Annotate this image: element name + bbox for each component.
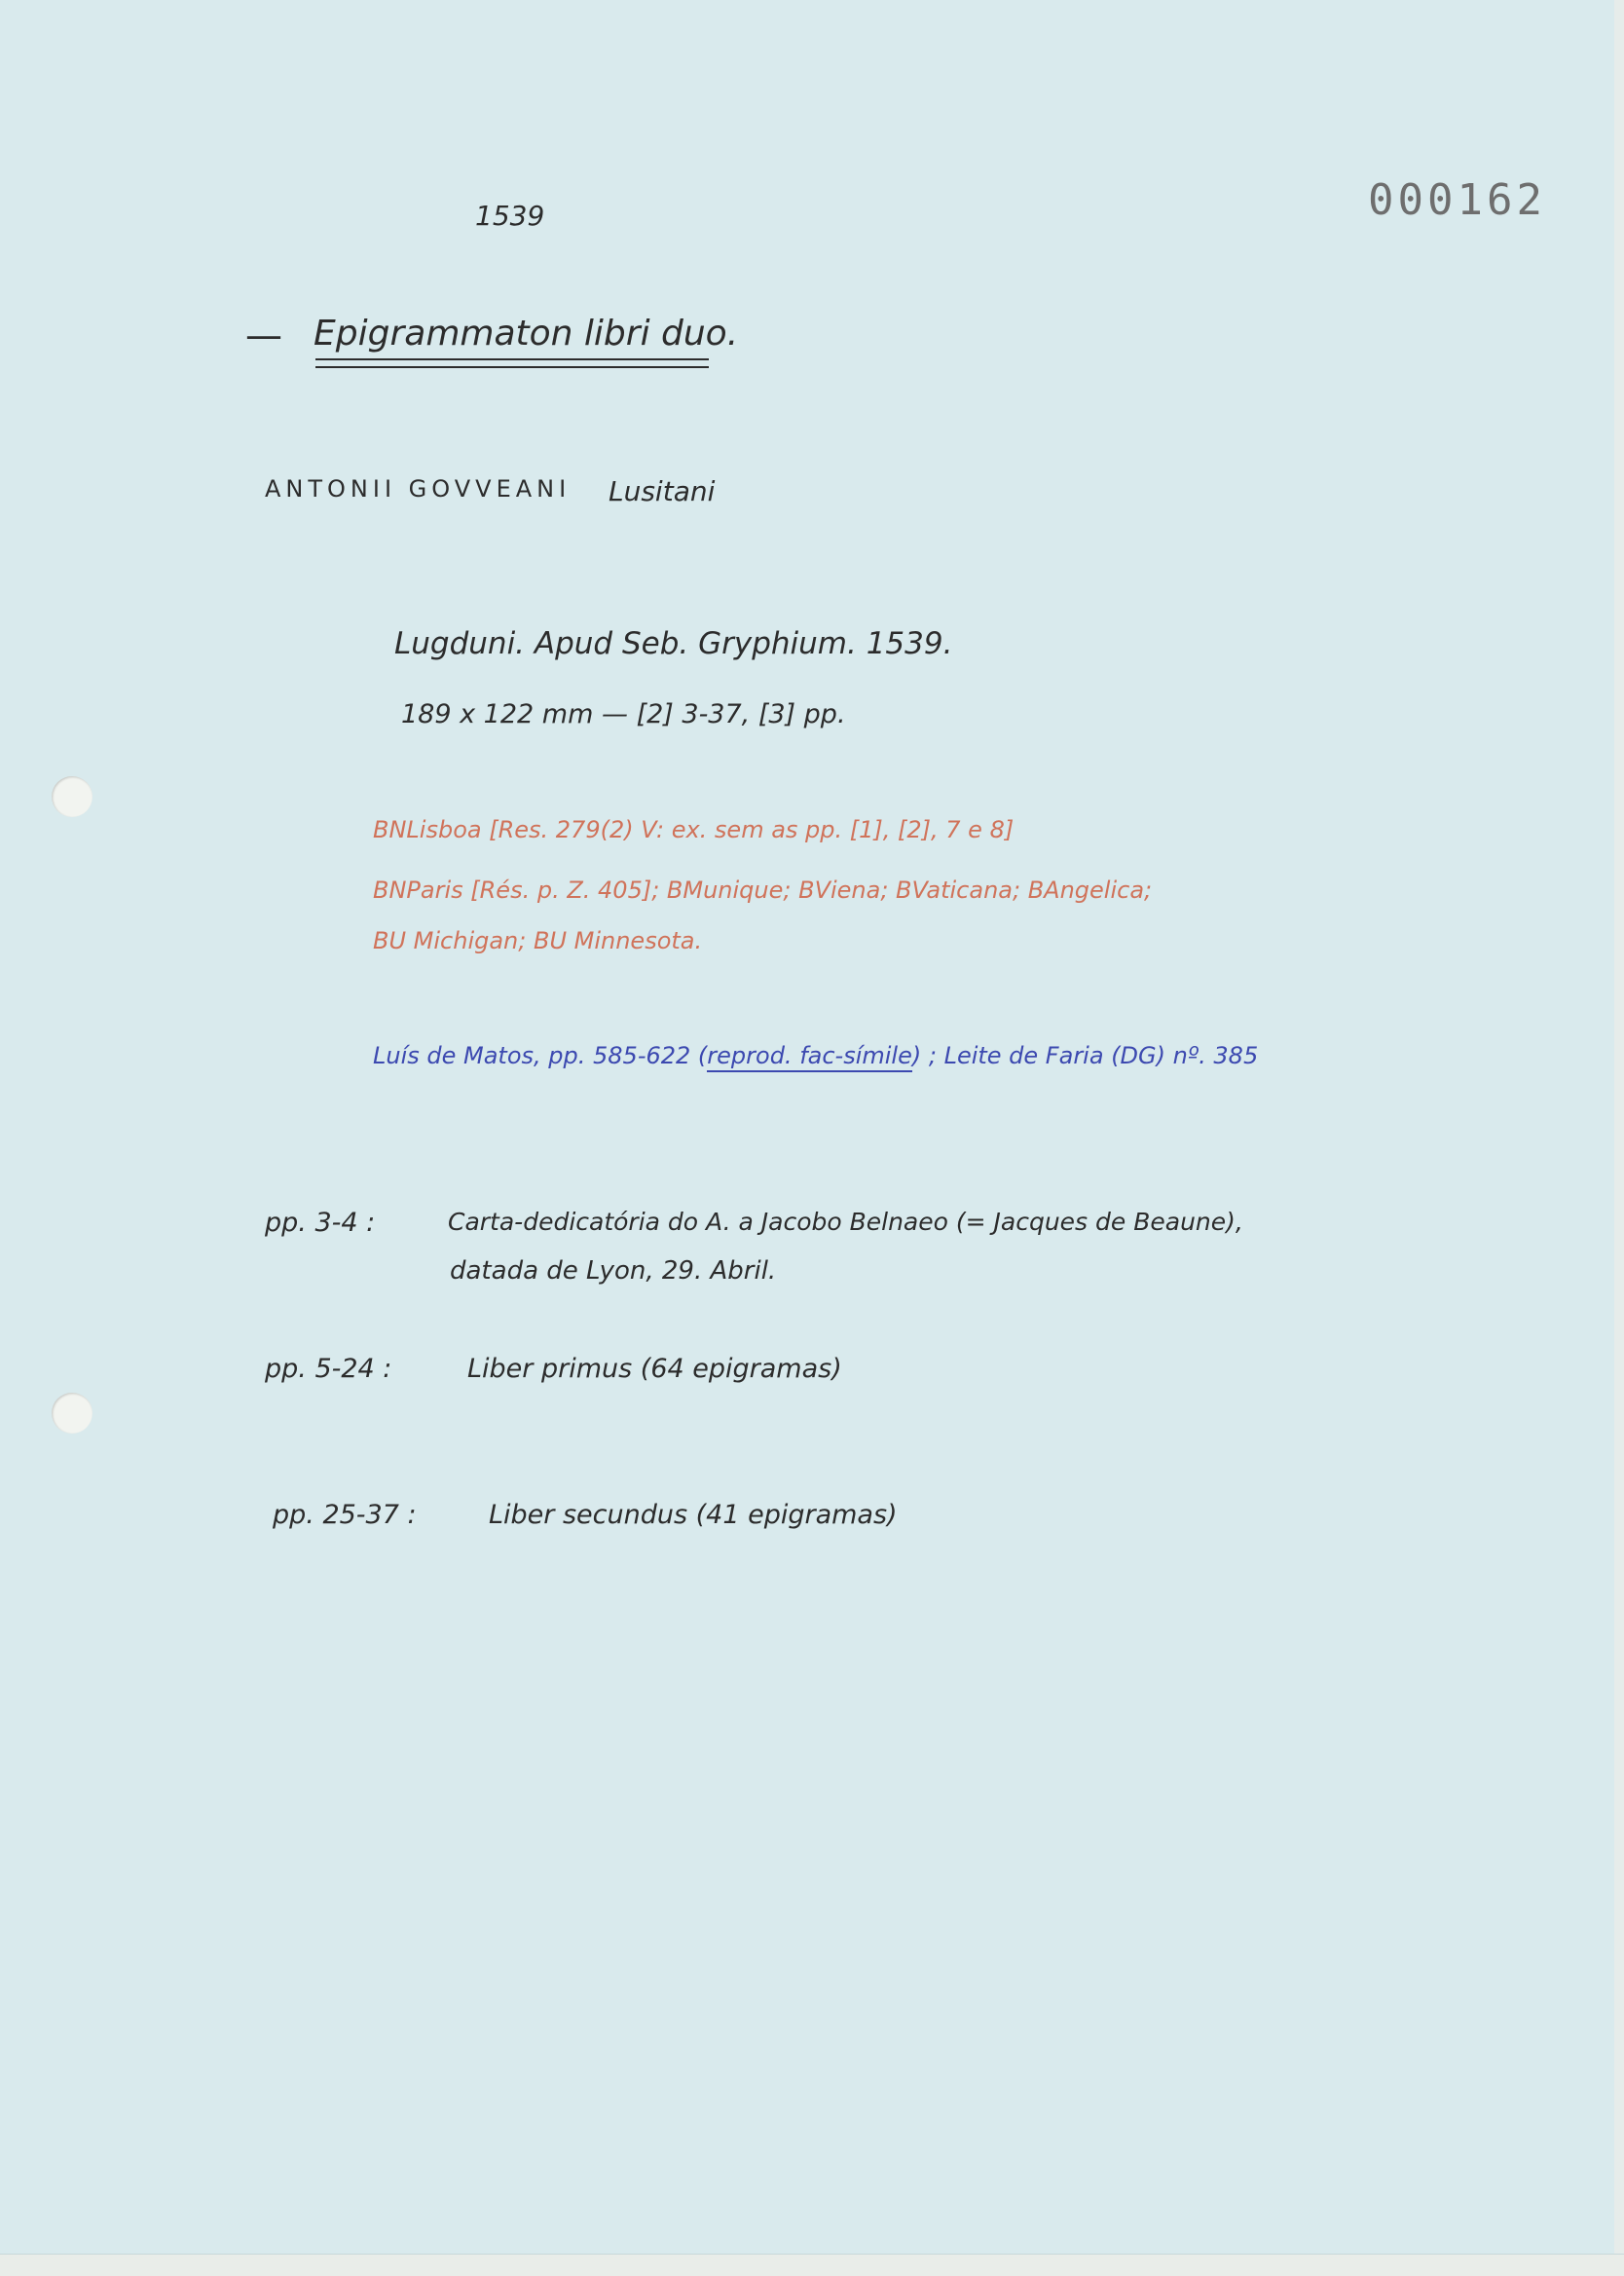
contents-text-3: Liber secundus (41 epigramas) [489, 1500, 898, 1530]
title: Epigrammaton libri duo. [314, 314, 739, 354]
author-name: ANTONII GOVVEANI [265, 475, 572, 503]
imprint: Lugduni. Apud Seb. Gryphium. 1539. [394, 626, 953, 661]
holding-line-2: BNParis [Rés. p. Z. 405]; BMunique; BViena; BVaticana; BAngelica; [373, 877, 1153, 904]
year: 1539 [475, 200, 545, 232]
punch-hole-top [52, 776, 92, 817]
punch-hole-bottom [52, 1393, 92, 1434]
contents-text-1b: datada de Lyon, 29. Abril. [450, 1256, 777, 1286]
collation: 189 x 122 mm — [2] 3-37, [3] pp. [401, 699, 846, 729]
reference-before: Luís de Matos, pp. 585-622 ( [373, 1042, 708, 1069]
card-edge-bottom [0, 2254, 1624, 2276]
reference-line [373, 1042, 1258, 1069]
title-underline-2 [315, 366, 709, 368]
holding-line-1: BNLisboa [Res. 279(2) V: ex. sem as pp. [1], [2], 7 e 8] [373, 816, 1015, 843]
reference-underlined: reprod. fac-símile [707, 1042, 912, 1072]
contents-pages-3: pp. 25-37 : [273, 1500, 417, 1530]
card-edge-right [1614, 0, 1624, 2276]
contents-pages-1: pp. 3-4 : [265, 1208, 376, 1238]
author-suffix: Lusitani [609, 475, 716, 507]
record-number: 000162 [1368, 175, 1546, 225]
contents-pages-2: pp. 5-24 : [265, 1354, 392, 1384]
title-dash: — [245, 314, 282, 356]
reference-after: ) ; Leite de Faria (DG) nº. 385 [911, 1042, 1259, 1069]
contents-text-2: Liber primus (64 epigramas) [467, 1354, 842, 1384]
title-underline-1 [315, 358, 709, 360]
holding-line-3: BU Michigan; BU Minnesota. [373, 927, 703, 954]
contents-text-1: Carta-dedicatória do A. a Jacobo Belnaeo (= Jacques de Beaune), [448, 1208, 1243, 1236]
